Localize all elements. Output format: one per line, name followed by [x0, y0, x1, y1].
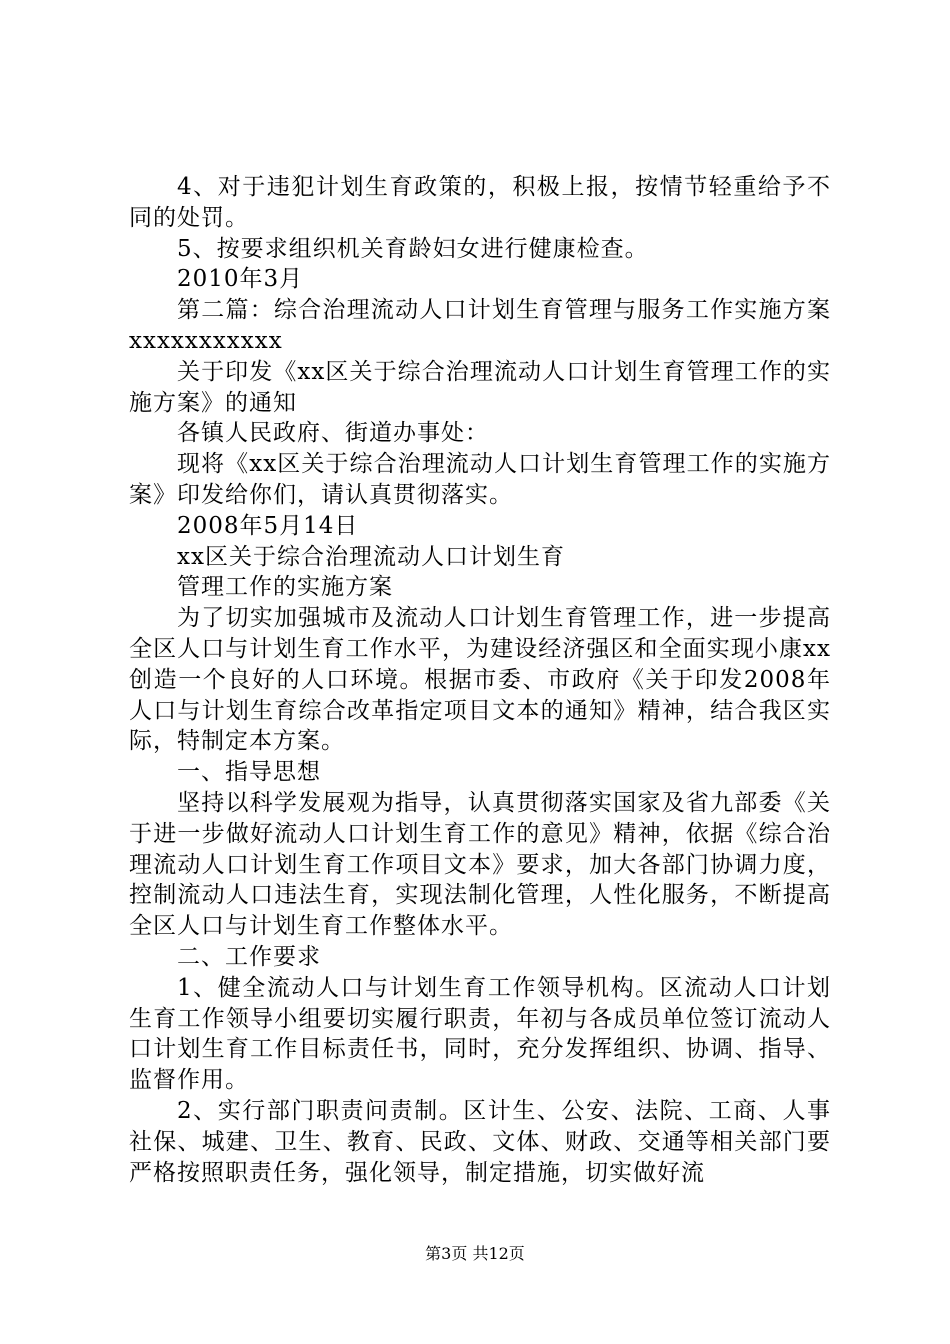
- paragraph: 2、实行部门职责问责制。区计生、公安、法院、工商、人事社保、城建、卫生、教育、民政、文体、财政、交通等相关部门要严格按照职责任务，强化领导，制定措施，切实做好流: [129, 1097, 831, 1186]
- date-line: 2010年3月: [177, 266, 304, 293]
- paragraph: 坚持以科学发展观为指导，认真贯彻落实国家及省九部委《关于进一步做好流动人口计划生育工作的意见》精神，依据《综合治理流动人口计划生育工作项目文本》要求，加大各部门协调力度，控制流动人口违法生育，实现法制化管理，人性化服务，不断提高全区人口与计划生育工作整体水平。: [129, 789, 831, 940]
- page-number-footer: 第3页 共12页: [425, 1244, 525, 1263]
- paragraph: 5、按要求组织机关育龄妇女进行健康检查。: [177, 235, 649, 262]
- paragraph: 现将《xx区关于综合治理流动人口计划生育管理工作的实施方案》印发给你们，请认真贯彻落实。: [129, 451, 831, 508]
- document-body: [129, 172, 831, 1188]
- salutation: 各镇人民政府、街道办事处：: [177, 420, 489, 447]
- plan-title-line-1: xx区关于综合治理流动人口计划生育: [177, 543, 565, 570]
- heading-guiding-ideology: 一、指导思想: [177, 759, 321, 786]
- date-line: 2008年5月14日: [177, 512, 359, 539]
- paragraph: 1、健全流动人口与计划生育工作领导机构。区流动人口计划生育工作领导小组要切实履行职责，年初与各成员单位签订流动人口计划生育工作目标责任书，同时，充分发挥组织、协调、指导、监督作用。: [129, 974, 831, 1094]
- paragraph: 为了切实加强城市及流动人口计划生育管理工作，进一步提高全区人口与计划生育工作水平，为建设经济强区和全面实现小康xx创造一个良好的人口环境。根据市委、市政府《关于印发2008年人口与计划生育综合改革指定项目文本的通知》精神，结合我区实际，特制定本方案。: [129, 605, 831, 755]
- paragraph: 4、对于违犯计划生育政策的，积极上报，按情节轻重给予不同的处罚。: [129, 174, 831, 231]
- section-title: 第二篇：综合治理流动人口计划生育管理与服务工作实施方案xxxxxxxxxxx: [129, 297, 831, 354]
- heading-work-requirements: 二、工作要求: [177, 943, 321, 970]
- plan-title-line-2: 管理工作的实施方案: [177, 574, 393, 601]
- notice-title: 关于印发《xx区关于综合治理流动人口计划生育管理工作的实施方案》的通知: [129, 358, 831, 416]
